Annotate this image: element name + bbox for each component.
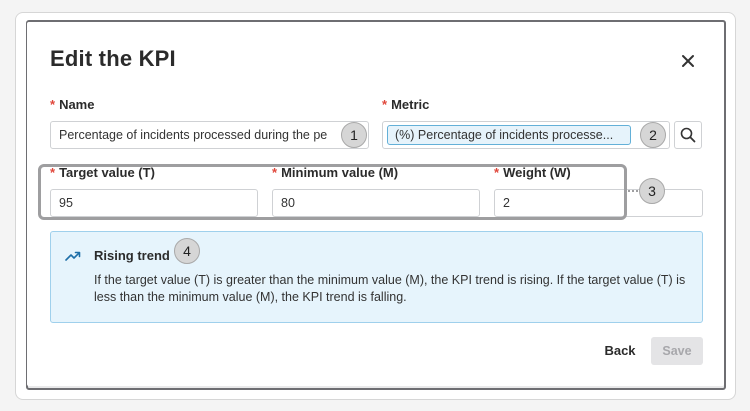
edit-kpi-dialog [27, 22, 724, 386]
callout-2: 2 [640, 122, 666, 148]
metric-label-text: Metric [391, 97, 430, 112]
target-value-input[interactable]: 95 [50, 189, 258, 217]
required-mark: * [50, 165, 56, 180]
callout-1: 1 [341, 122, 367, 148]
name-label-text: Name [59, 97, 95, 112]
search-icon [680, 127, 696, 143]
back-button[interactable]: Back [604, 343, 636, 358]
trend-description: If the target value (T) is greater than the minimum value (M), the KPI trend is rising. If the target value (T) is less than the minimum value (M), the KPI trend is falling. [94, 273, 686, 304]
callout-4: 4 [174, 238, 200, 264]
values-highlight-frame [38, 164, 627, 220]
target-label-text: Target value (T) [59, 165, 155, 180]
weight-label-text: Weight (W) [503, 165, 571, 180]
dialog-title: Edit the KPI [50, 46, 176, 71]
metric-search-button[interactable] [674, 121, 702, 149]
minimum-value-input[interactable]: 80 [272, 189, 480, 217]
required-mark: * [382, 97, 388, 112]
required-mark: * [494, 165, 500, 180]
callout-connector [628, 190, 638, 192]
required-mark: * [50, 97, 56, 112]
close-icon [681, 54, 695, 68]
save-button[interactable]: Save [651, 337, 703, 365]
minimum-label-text: Minimum value (M) [281, 165, 399, 180]
metric-label [382, 97, 429, 112]
trending-up-icon [65, 250, 81, 262]
name-label [50, 97, 94, 112]
metric-chip[interactable]: (%) Percentage of incidents processe... [387, 125, 631, 145]
name-input[interactable]: Percentage of incidents processed during the pe [50, 121, 369, 149]
trend-info-box [50, 231, 703, 323]
weight-input[interactable]: 2 [494, 189, 703, 217]
metric-select[interactable] [382, 121, 670, 149]
callout-3: 3 [639, 178, 665, 204]
trend-title: Rising trend [94, 248, 170, 263]
required-mark: * [272, 165, 278, 180]
close-button[interactable] [677, 50, 699, 72]
